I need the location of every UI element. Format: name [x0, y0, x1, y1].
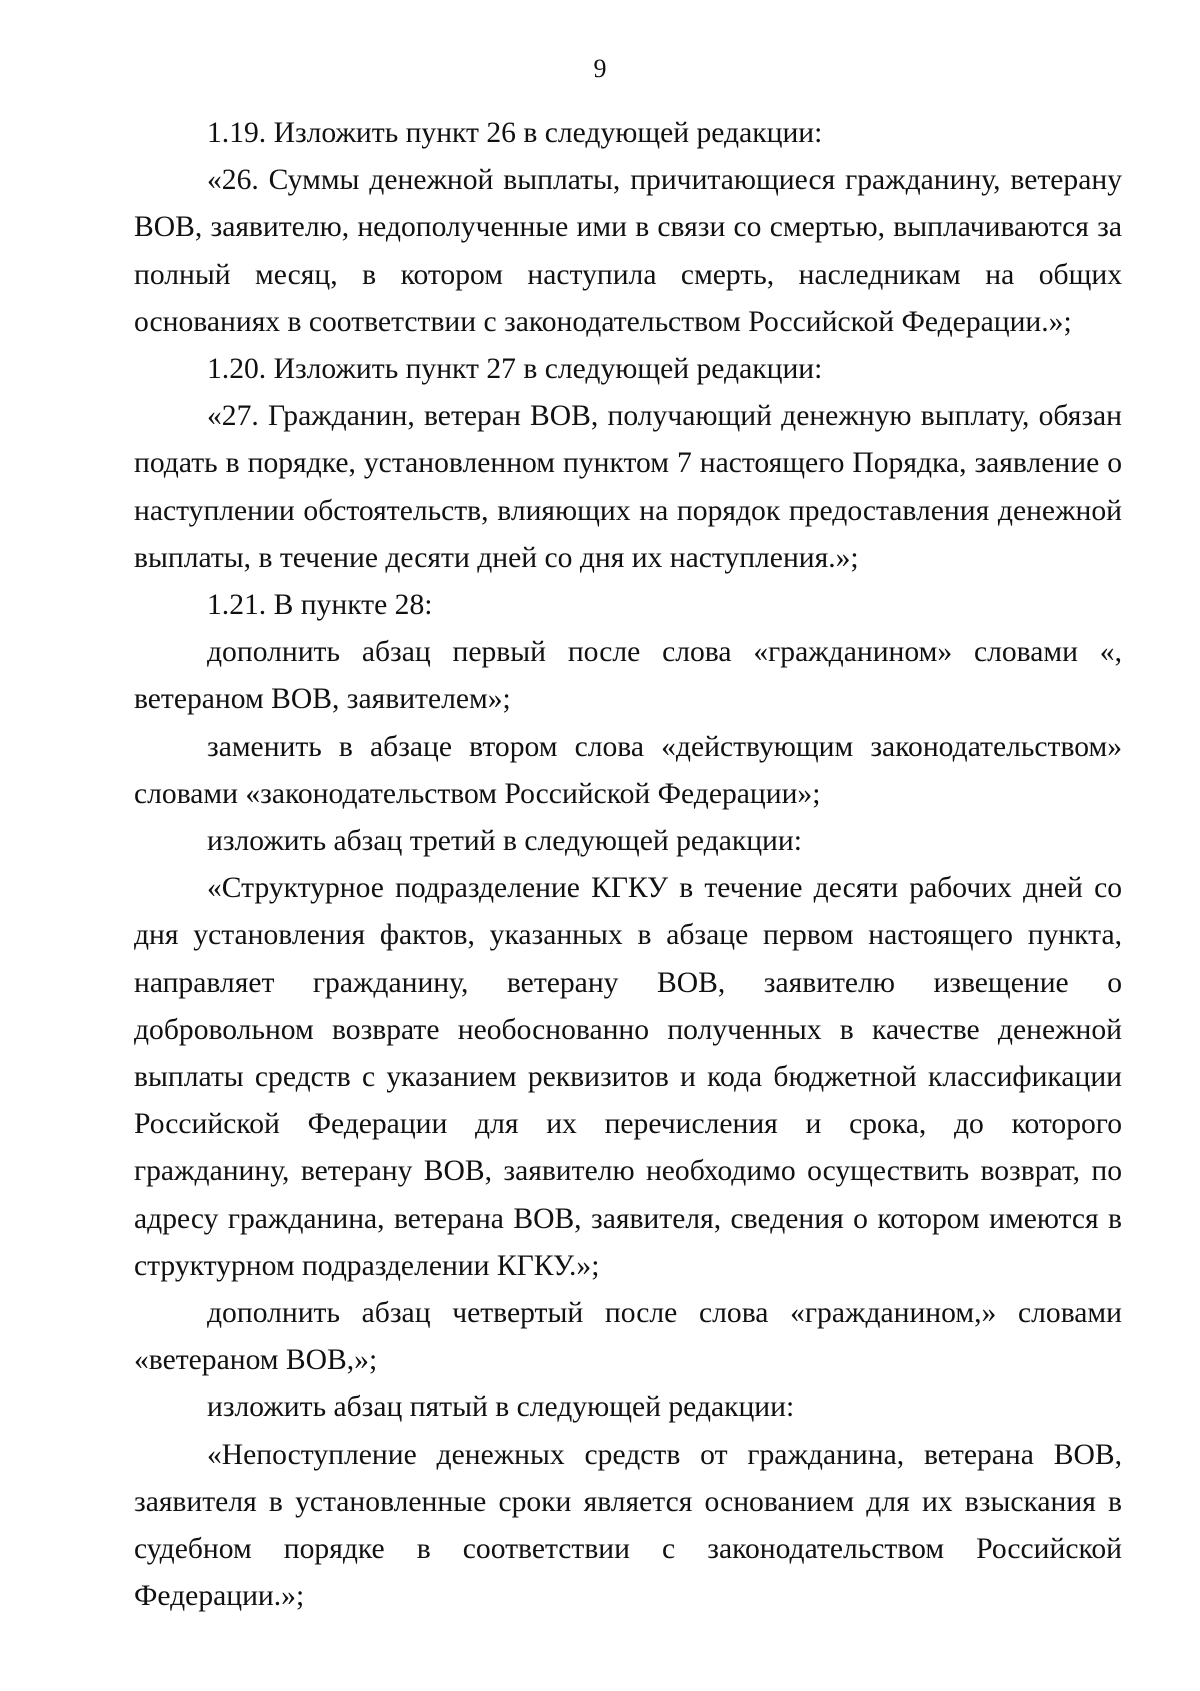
paragraph-item-27-text: «27. Гражданин, ветеран ВОВ, получающий денежную выплату, обязан подать в порядке, установленном пунктом 7 настоящего Порядка, заявление о наступлении обстоятельств, влияющих на порядок предоставления денежной выплаты, в течение десяти дней со дня их наступления.»; [134, 400, 1122, 574]
paragraph-amend-third-text: «Структурное подразделение КГКУ в течение десяти рабочих дней со дня установления фактов, указанных в абзаце первом настоящего пункта, направляет гражданину, ветерану ВОВ, заявителю извещение о добровольном возврате необоснованно полученных в качестве денежной выплаты средств с указанием реквизитов и кода бюджетной классификации Российской Федерации для их перечисления и срока, до которого гражданину, ветерану ВОВ, заявителю необходимо осуществить возврат, по адресу гражданина, ветерана ВОВ, заявителя, сведения о котором имеются в структурном подразделении КГКУ.»; [134, 872, 1122, 1282]
paragraph-amend-first: дополнить абзац первый после слова «гражданином» словами «, ветераном ВОВ, заявителем»; [134, 636, 1122, 716]
paragraph-amend-third-intro: изложить абзац третий в следующей редакции: [207, 825, 802, 858]
paragraph-amend-second: заменить в абзаце втором слова «действующим законодательством» словами «законодательством Российской Федерации»; [134, 730, 1122, 810]
page-number: 9 [593, 54, 607, 83]
paragraph-1-20-heading: 1.20. Изложить пункт 27 в следующей редакции: [207, 353, 823, 386]
paragraph-amend-fifth-text: «Непоступление денежных средств от гражданина, ветерана ВОВ, заявителя в установленные сроки является основанием для их взыскания в судебном порядке в соответствии с законодательством Российской Федерации.»; [134, 1438, 1122, 1613]
document-body [134, 110, 1122, 1621]
paragraph-item-26-text: «26. Суммы денежной выплаты, причитающиеся гражданину, ветерану ВОВ, заявителю, недополученные ими в связи со смертью, выплачиваются за полный месяц, в котором наступила смерть, наследникам на общих основаниях в соответствии с законодательством Российской Федерации.»; [134, 164, 1122, 338]
paragraph-1-19-heading: 1.19. Изложить пункт 26 в следующей редакции: [207, 117, 823, 149]
paragraph-amend-fifth-intro: изложить абзац пятый в следующей редакции: [207, 1391, 795, 1424]
paragraph-1-21-heading: 1.21. В пункте 28: [207, 589, 433, 622]
paragraph-amend-fourth: дополнить абзац четвертый после слова «гражданином,» словами «ветераном ВОВ,»; [134, 1297, 1122, 1377]
